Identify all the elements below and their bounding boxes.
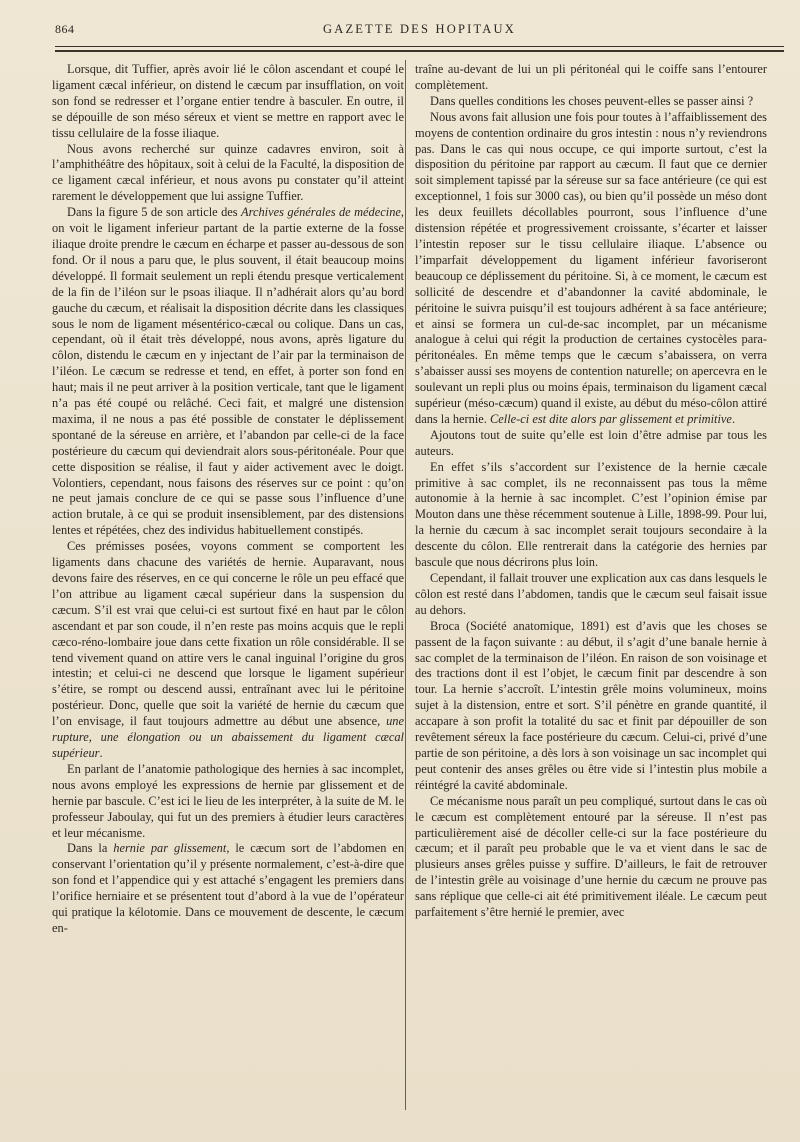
page-header (55, 22, 784, 44)
paragraph (415, 794, 767, 921)
italic-text: une rupture, une élongation ou un abaissement du ligament cæcal supérieur (52, 714, 404, 760)
header-rule-thick (55, 50, 784, 52)
text-run: Dans la (67, 841, 114, 856)
text-run: En parlant de l’anatomie pathologique des hernies à sac incomplet, nous avons employé les expressions de hernie par glissement et de hernie par bascule. C’est ici le lieu de les interpréter, à la suite de M. le professeur Jaboulay, qui fut un des premiers à étudier leurs caractères et leur mécanisme. (52, 761, 404, 840)
paragraph (52, 62, 404, 142)
text-run: Ce mécanisme nous paraît un peu compliqué, surtout dans le cas où le cæcum est complètement entouré par la séreuse. Il n’est pas particulièrement aisé de décoller celle-ci sur la face postérieure du cæcum; et il paraît peu probable que le va et vient dans le sac de plusieurs anses grêles puisse y suffire. D’ailleurs, le fait de retrouver de l’intestin grêle au voisinage d’une hernie du cæcum ne prouve pas sans réplique que celle-ci ait été primitivement iléale. Le cæcum peut parfaitement s’être hernié le premier, avec (415, 793, 767, 920)
italic-text: hernie par glissement (113, 841, 227, 856)
text-run: Dans la figure 5 de son article des (67, 205, 242, 220)
paragraph (415, 94, 767, 110)
paragraph (52, 205, 404, 539)
text-run: Broca (Société anatomique, 1891) est d’avis que les choses se passent de la façon suivante : au début, il s’agit d’une banale hernie à sac complet de la terminaison de l’iléon. En raison de son voisinage et des tractions dont il est l’objet, le cæcum finit par descendre à son tour. La hernie s’accroît. L’intestin grêle moins volumineux, moins sujet à la distension, entre et sort. S’il pénètre en grande quantité, il accapare à son profit la totalité du sac et finit par dépouiller de son revêtement séreux la face postérieure du cæcum. Celui-ci, privé d’une partie de son péritoine, a dès lors à son voisinage un sac incomplet qui peut contenir des anses grêles ou être vide si l’intestin plus mobile a réintégré la cavité abdominale. (415, 618, 767, 792)
text-run: Lorsque, dit Tuffier, après avoir lié le côlon ascendant et coupé le ligament cæcal inférieur, on distend le cæcum par insufflation, on voit son fond se redresser et l’organe entier tendre à basculer. En outre, il se dépouille de son méso séreux et vient se mettre en rapport avec le tissu cellulaire de la fosse iliaque. (52, 62, 404, 140)
text-run: , on voit le ligament inferieur partant de la partie externe de la fosse iliaque droite prendre le cæcum en écharpe et passer au-dessous de son fond. Or il nous a paru que, le plus souvent, il était beaucoup moins développé. Il formait seulement un repli étendu presque verticalement de la fin de l’iléon sur le psoas iliaque. Il n’adhérait alors qu’au bord gauche du cæcum, et réalisait la disposition décrite dans les classiques sous le nom de ligament mésentérico-cæcal ou colique. Dans un cas, cependant, où il était très développé, nous avons, après ligature du côlon, distendu le cæcum en y injectant de l’air par la terminaison de l’iléon. Le cæcum se redresse et tend, en effet, à porter son fond en haut; mais il ne peut arriver à la position verticale, tant que le ligament n’a pas été coupé ou relâché. Ceci fait, et malgré une distension maxima, il ne nous a pas été possible de constater le déplissement spontané de la séreuse en arrière, et l’abandon par celle-ci de la face postérieure du cæcum qui deviendrait alors sous-péritonéale. Pour que cette disposition se réalise, il faut y aider activement avec le doigt. Volontiers, cependant, nous faisons des réserves sur ce point : qu’on ne peut jamais conclure de ce qui se passe sous l’influence d’une action brutale, à ce qui se produit insensiblement, par des distensions lentes et répétées, chez des individus habituellement constipés. (52, 205, 404, 538)
text-run: traîne au-devant de lui un pli péritonéal qui le coiffe sans l’entourer complètement. (415, 62, 767, 92)
text-run: Nous avons recherché sur quinze cadavres environ, soit à l’amphithéâtre des hôpitaux, soit à celui de la Faculté, la disposition de ce ligament cæcal inférieur, et nous avons pu constater qu’il atteint rarement le développement que lui assigne Tuffier. (52, 141, 405, 204)
text-run: Ces prémisses posées, voyons comment se comportent les ligaments dans chacune des variétés de hernie. Auparavant, nous devons faire des réserves, en ce qui concerne le rôle un peu effacé que l’on attribue au ligament cæcal supérieur dans la suspension du cæcum. S’il est vrai que celui-ci est surtout fixé en haut par le côlon ascendant et par son coude, il n’en reste pas moins acquis que le repli cæco-réno-lombaire joue dans cette fixation un rôle considérable. Il se tend vivement quand on attire vers le canal inguinal l’origine du gros intestin; et celui-ci ne descend que lorsque le ligament supérieur s’étire, se rompt ou descend aussi, entraînant avec lui le péritoine postérieur. Donc, quelle que soit la variété de hernie du cæcum que l’on envisage, il faut toujours admettre au début une absence, (52, 539, 404, 729)
text-run: . (99, 745, 103, 760)
text-run: Ajoutons tout de suite qu’elle est loin d’être admise par tous les auteurs. (415, 427, 767, 458)
text-run: . (731, 411, 736, 426)
page-number: 864 (55, 22, 75, 36)
paragraph (415, 571, 767, 619)
text-run: Nous avons fait allusion une fois pour toutes à l’affaiblissement des moyens de contention ordinaire du gros intestin : nous n’y reviendrons pas. Dans le cas qui nous occupe, ce qui importe surtout, c’est la disposition du péritoine par rapport au cæcum. Il faut que ce dernier soit simplement tapissé par la séreuse sur sa face antérieure (ce qui est exceptionnel, 1 fois sur 3000 cas), ou bien qu’il possède un méso dont les deux feuillets décollables pourront, sous l’influence d’une distension répétée et progressivement croissante, s’écarter et laisser l’intestin reposer sur le tissu cellulaire iliaque. L’absence ou l’imparfait développement du ligament inférieur favoriseront beaucoup ce déplissement du péritoine. Si, à ce moment, le cæcum est sollicité de descendre et d’abandonner la cavité abdominale, le péritoine le suivra puisqu’il est toujours adhérent à sa face antérieure; et ainsi se formera un cul-de-sac incomplet, par un mécanisme analogue à celui qui régit la production de certaines cystocèles para-péritonéales. En même temps que le cæcum s’abaissera, on verra s’abaisser aussi ses moyens de contention naturelle; on apercevra en le soulevant un repli plus ou moins épais, terminaison du ligament cæcal supérieur (méso-cæcum) quand il existe, au début du méso-côlon attiré dans la hernie. (415, 109, 767, 426)
paragraph (415, 110, 767, 428)
paragraph (52, 841, 404, 936)
text-run: Cependant, il fallait trouver une explication aux cas dans lesquels le côlon est resté dans l’abdomen, tandis que le cæcum seul faisait issue au dehors. (415, 571, 767, 617)
column-divider (405, 60, 406, 1110)
italic-text: Celle-ci est dite alors par glissement et primitive (490, 411, 732, 426)
paragraph (415, 619, 767, 794)
paragraph (415, 428, 767, 460)
paragraph (52, 762, 404, 842)
paragraph (52, 142, 404, 206)
paragraph (415, 460, 767, 571)
text-run: Dans quelles conditions les choses peuvent-elles se passer ainsi ? (430, 93, 754, 108)
italic-text: Archives générales de médecine (241, 205, 401, 220)
text-run: , le cæcum sort de l’abdomen en conservant l’orientation qu’il y présente normalement, c’est-à-dire que son fond et l’appendice qui y est attaché s’engagent les premiers dans l’orifice herniaire et se présentent tout d’abord à la vue de l’opérateur qui pratique la kélotomie. Dans ce mouvement de descente, le cæcum en- (52, 841, 405, 935)
text-run: En effet s’ils s’accordent sur l’existence de la hernie cæcale primitive à sac complet, ils ne reconnaissent pas tous la même autonomie à la hernie à sac incomplet. C’est l’opinion émise par Mouton dans une thèse récemment soutenue à Lille, 1898-99. Pour lui, la hernie du cæcum à sac incomplet serait toujours secondaire à la descente du côlon. Elle rentrerait dans la catégorie des hernies par bascule que nous décrirons plus loin. (415, 459, 767, 570)
paragraph (415, 62, 767, 94)
header-rule-thin (55, 46, 784, 47)
journal-title: GAZETTE DES HOPITAUX (323, 22, 516, 36)
left-column (52, 62, 404, 937)
right-column (415, 62, 767, 921)
paragraph (52, 539, 404, 762)
